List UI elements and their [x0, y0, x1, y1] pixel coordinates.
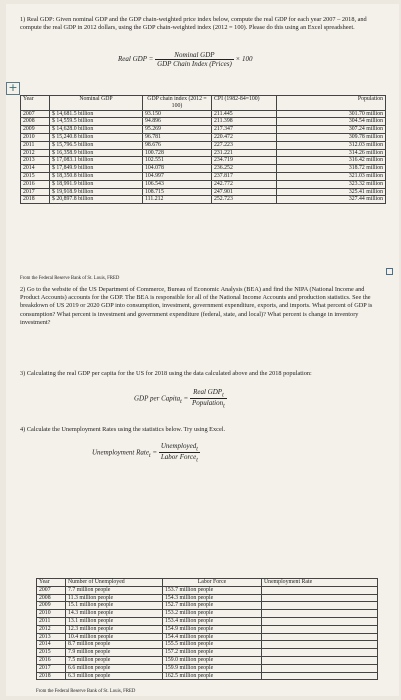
labor-force-cell: 154.4 million people	[163, 633, 262, 641]
unemployment-rate-cell	[262, 641, 378, 649]
unemployed-cell: 11.3 million people	[66, 594, 163, 602]
header-unemployed: Number of Unemployed	[66, 579, 163, 587]
table-row	[37, 617, 378, 625]
unemployed-cell: 13.1 million people	[66, 617, 163, 625]
cpi-cell: 234.719	[212, 157, 277, 165]
table-row	[37, 602, 378, 610]
gdp-chain-index-cell: 94.896	[143, 118, 212, 126]
nominal-gdp-cell: $ 17,849.9 billion	[50, 165, 143, 173]
question-3-text: 3) Calculating the real GDP per capita for the US for 2018 using the data calculated above and the 2018 population:	[20, 370, 312, 377]
cpi-cell: 247.901	[212, 188, 277, 196]
nominal-gdp-cell: $ 14,559.5 billion	[50, 118, 143, 126]
population-cell: 327.44 million	[277, 196, 386, 204]
worksheet-page	[6, 4, 399, 696]
nominal-gdp-cell: $ 17,083.1 billion	[50, 157, 143, 165]
year-cell: 2018	[21, 196, 50, 204]
year-cell: 2017	[37, 664, 66, 672]
unemployed-cell: 7.7 million people	[66, 586, 163, 594]
header-cpi: CPI (1982-84=100)	[212, 96, 277, 111]
gdp-chain-index-cell: 100.728	[143, 149, 212, 157]
unemployment-rate-cell	[262, 656, 378, 664]
gdp-chain-index-cell: 98.676	[143, 141, 212, 149]
unemployment-rate-cell	[262, 625, 378, 633]
population-cell: 316.42 million	[277, 157, 386, 165]
year-cell: 2014	[21, 165, 50, 173]
labor-force-cell: 159.9 million people	[163, 664, 262, 672]
add-icon[interactable]: +	[6, 82, 20, 95]
question-2-text: 2) Go to the website of the US Department of Commerce, Bureau of Economic Analysis (BEA) and find the NIPA (National Income and Product Accounts) accounts for the GDP. The BEA is responsible for all of the National Income Accounts and production statistics. See the breakdown of US 2019 or 2020 GDP into consumption, investment, government expenditure, exports, and imports. What percent of GDP is consumption? What percent is investment and government expenditure (federal, state, and local)? What percent is change in inventory investment?	[20, 286, 373, 326]
table-row	[21, 165, 386, 173]
year-cell: 2012	[37, 625, 66, 633]
header-population: Population	[277, 96, 386, 111]
table-row	[37, 625, 378, 633]
table-row	[21, 110, 386, 118]
unemployment-rate-cell	[262, 602, 378, 610]
population-cell: 304.54 million	[277, 118, 386, 126]
labor-force-cell: 154.9 million people	[163, 625, 262, 633]
population-cell: 309.78 million	[277, 133, 386, 141]
question-4-text: 4) Calculate the Unemployment Rates using the statistics below. Try using Excel.	[20, 426, 226, 433]
header-labor-force: Labor Force	[163, 579, 262, 587]
nominal-gdp-cell: $ 20,897.8 billion	[50, 196, 143, 204]
gdp-chain-index-cell: 104.997	[143, 172, 212, 180]
formula-multiplier: × 100	[235, 55, 253, 64]
population-cell: 318.72 million	[277, 165, 386, 173]
gdp-chain-index-cell: 111.212	[143, 196, 212, 204]
cpi-cell: 211.445	[212, 110, 277, 118]
gdp-chain-index-cell: 106.543	[143, 180, 212, 188]
formula-lhs: GDP per Capita	[134, 394, 181, 403]
table-row	[37, 610, 378, 618]
population-cell: 321.03 million	[277, 172, 386, 180]
year-cell: 2007	[37, 586, 66, 594]
gdp-chain-index-cell: 96.781	[143, 133, 212, 141]
labor-force-cell: 154.3 million people	[163, 594, 262, 602]
unemployed-cell: 12.3 million people	[66, 625, 163, 633]
year-cell: 2010	[21, 133, 50, 141]
year-cell: 2014	[37, 641, 66, 649]
header-year: Year	[21, 96, 50, 111]
header-gdp-chain-index: GDP chain index (2012 = 100)	[143, 96, 212, 111]
table-row	[21, 133, 386, 141]
year-cell: 2008	[37, 594, 66, 602]
year-cell: 2011	[21, 141, 50, 149]
population-cell: 301.70 million	[277, 110, 386, 118]
nominal-gdp-cell: $ 14,628.0 billion	[50, 126, 143, 134]
nominal-gdp-cell: $ 15,240.8 billion	[50, 133, 143, 141]
header-unemployment-rate: Unemployment Rate	[262, 579, 378, 587]
unemployment-rate-formula: Unemployment Rate$_t$ = $\frac{Unemployed_t}{Labor Force_t}$	[92, 442, 198, 464]
year-cell: 2012	[21, 149, 50, 157]
formula-denominator: GDP Chain Index (Prices)	[157, 60, 232, 68]
unemployment-rate-cell	[262, 649, 378, 657]
unemployed-cell: 14.3 million people	[66, 610, 163, 618]
table-row	[37, 594, 378, 602]
header-year: Year	[37, 579, 66, 587]
formula-denominator: Labor Force	[160, 453, 197, 462]
nominal-gdp-cell: $ 15,796.5 billion	[50, 141, 143, 149]
question-1-text: 1) Real GDP: Given nominal GDP and the GDP chain-weighted price index below, compute the real GDP for each year 2007 – 2018, and compute the real GDP in 2012 dollars, using the GDP chain-weighted index (2012 = 100). Please do this using an Excel spreadsheet.	[20, 16, 367, 32]
labor-force-cell: 162.5 million people	[163, 672, 262, 680]
unemployment-rate-cell	[262, 610, 378, 618]
population-cell: 307.24 million	[277, 126, 386, 134]
table-row	[37, 649, 378, 657]
year-cell: 2016	[37, 656, 66, 664]
year-cell: 2009	[37, 602, 66, 610]
table-row	[21, 157, 386, 165]
nominal-gdp-cell: $ 19,918.9 billion	[50, 188, 143, 196]
labor-force-cell: 153.4 million people	[163, 617, 262, 625]
table-row	[21, 172, 386, 180]
cpi-cell: 242.772	[212, 180, 277, 188]
cpi-cell: 252.723	[212, 196, 277, 204]
year-cell: 2018	[37, 672, 66, 680]
gdp-chain-index-cell: 108.715	[143, 188, 212, 196]
year-cell: 2007	[21, 110, 50, 118]
labor-force-cell: 155.5 million people	[163, 641, 262, 649]
unemployed-cell: 6.3 million people	[66, 672, 163, 680]
year-cell: 2008	[21, 118, 50, 126]
year-cell: 2013	[37, 633, 66, 641]
cpi-cell: 211.398	[212, 118, 277, 126]
year-cell: 2015	[21, 172, 50, 180]
unemployed-cell: 7.5 million people	[66, 656, 163, 664]
nominal-gdp-cell: $ 16,358.9 billion	[50, 149, 143, 157]
table-row	[21, 180, 386, 188]
unemployment-source-note: From the Federal Reserve Bank of St. Louis, FRED	[36, 689, 136, 694]
cpi-cell: 217.347	[212, 126, 277, 134]
table-row	[21, 141, 386, 149]
table-row	[37, 656, 378, 664]
year-cell: 2011	[37, 617, 66, 625]
labor-force-cell: 153.7 million people	[163, 586, 262, 594]
gdp-chain-index-cell: 104.078	[143, 165, 212, 173]
nominal-gdp-cell: $ 18,350.8 billion	[50, 172, 143, 180]
gdp-chain-index-cell: 102.551	[143, 157, 212, 165]
cpi-cell: 231.221	[212, 149, 277, 157]
cpi-cell: 236.252	[212, 165, 277, 173]
labor-force-cell: 157.2 million people	[163, 649, 262, 657]
cpi-cell: 220.472	[212, 133, 277, 141]
population-cell: 323.32 million	[277, 180, 386, 188]
table-row	[21, 118, 386, 126]
gdp-per-capita-formula: GDP per Capita$_t$ = $\frac{Real GDP_t}{Population_t}$	[134, 388, 225, 410]
cpi-cell: 227.223	[212, 141, 277, 149]
unemployed-cell: 10.4 million people	[66, 633, 163, 641]
table-row	[21, 149, 386, 157]
year-cell: 2017	[21, 188, 50, 196]
unemployment-rate-cell	[262, 672, 378, 680]
unemployment-rate-cell	[262, 664, 378, 672]
year-cell: 2009	[21, 126, 50, 134]
nominal-gdp-cell: $ 14,681.5 billion	[50, 110, 143, 118]
cpi-cell: 237.817	[212, 172, 277, 180]
year-cell: 2013	[21, 157, 50, 165]
unemployed-cell: 6.6 million people	[66, 664, 163, 672]
formula-numerator: Unemployed	[160, 442, 197, 450]
nominal-gdp-cell: $ 18,991.9 billion	[50, 180, 143, 188]
labor-force-cell: 159.0 million people	[163, 656, 262, 664]
table-row	[37, 586, 378, 594]
unemployed-cell: 8.7 million people	[66, 641, 163, 649]
unemployment-table-header	[37, 579, 378, 587]
unemployment-rate-cell	[262, 594, 378, 602]
table-row	[21, 196, 386, 204]
gdp-table	[20, 95, 386, 204]
header-nominal-gdp: Nominal GDP	[50, 96, 143, 111]
labor-force-cell: 152.7 million people	[163, 602, 262, 610]
gdp-source-note: From the Federal Reserve Bank of St. Louis, FRED	[20, 276, 120, 281]
labor-force-cell: 153.2 million people	[163, 610, 262, 618]
year-cell: 2010	[37, 610, 66, 618]
unemployment-rate-cell	[262, 617, 378, 625]
table-row	[21, 126, 386, 134]
unemployment-rate-cell	[262, 586, 378, 594]
year-cell: 2016	[21, 180, 50, 188]
checkbox-icon[interactable]	[386, 268, 393, 275]
gdp-table-header	[21, 96, 386, 111]
table-row	[37, 633, 378, 641]
table-row	[21, 188, 386, 196]
population-cell: 314.26 million	[277, 149, 386, 157]
gdp-chain-index-cell: 93.150	[143, 110, 212, 118]
formula-numerator: Nominal GDP	[155, 51, 234, 60]
unemployed-cell: 15.1 million people	[66, 602, 163, 610]
population-cell: 312.03 million	[277, 141, 386, 149]
population-cell: 325.41 million	[277, 188, 386, 196]
formula-denominator: Population	[192, 399, 224, 408]
unemployment-rate-cell	[262, 633, 378, 641]
year-cell: 2015	[37, 649, 66, 657]
formula-lhs: Unemployment Rate	[92, 448, 149, 457]
table-row	[37, 672, 378, 680]
formula-lhs: Real GDP =	[118, 55, 154, 64]
table-row	[37, 664, 378, 672]
unemployment-table	[36, 578, 378, 680]
unemployed-cell: 7.9 million people	[66, 649, 163, 657]
real-gdp-formula	[118, 51, 253, 68]
gdp-chain-index-cell: 95.269	[143, 126, 212, 134]
table-row	[37, 641, 378, 649]
formula-numerator: Real GDP	[193, 388, 223, 396]
